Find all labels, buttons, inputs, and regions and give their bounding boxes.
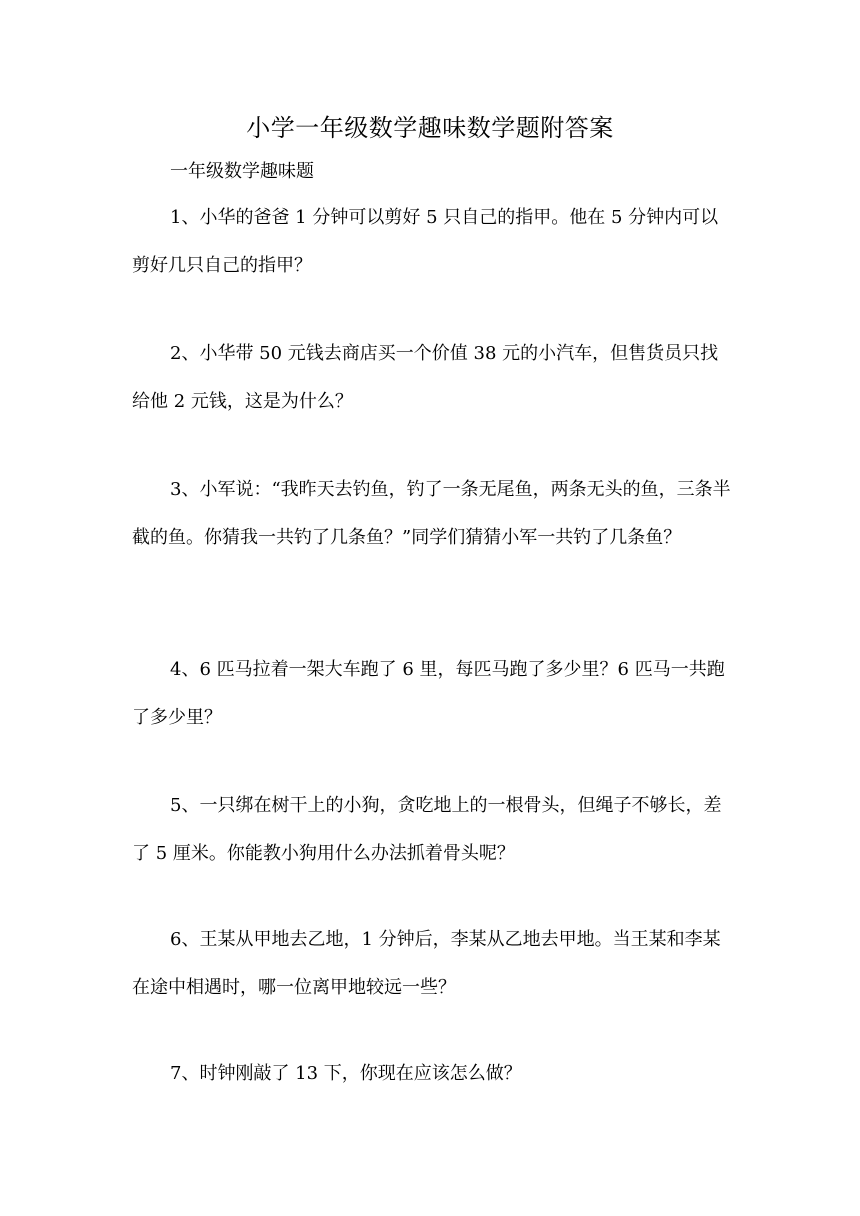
question-1: 1、小华的爸爸 1 分钟可以剪好 5 只自己的指甲。他在 5 分钟内可以剪好几只自己的指甲？ (132, 207, 719, 276)
question-2: 2、小华带 50 元钱去商店买一个价值 38 元的小汽车，但售货员只找给他 2 元钱，这是为什么？ (132, 343, 719, 412)
question-5: 5、一只绑在树干上的小狗，贪吃地上的一根骨头，但绳子不够长，差了 5 厘米。你能教小狗用什么办法抓着骨头呢？ (132, 795, 722, 864)
question-6: 6、王某从甲地去乙地，1 分钟后，李某从乙地去甲地。当王某和李某在途中相遇时，哪一位离甲地较远一些？ (132, 929, 721, 998)
question-7: 7、时钟刚敲了 13 下，你现在应该怎么做？ (170, 1063, 522, 1084)
question-4: 4、6 匹马拉着一架大车跑了 6 里，每匹马跑了多少里？6 匹马一共跑了多少里？ (132, 659, 725, 728)
section-subtitle: 一年级数学趣味题 (170, 161, 314, 182)
page-title: 小学一年级数学趣味数学题附答案 (246, 114, 614, 142)
question-3: 3、小军说：“我昨天去钓鱼，钓了一条无尾鱼，两条无头的鱼，三条半截的鱼。你猜我一共钓了几条鱼？”同学们猜猜小军一共钓了几条鱼？ (132, 479, 731, 548)
